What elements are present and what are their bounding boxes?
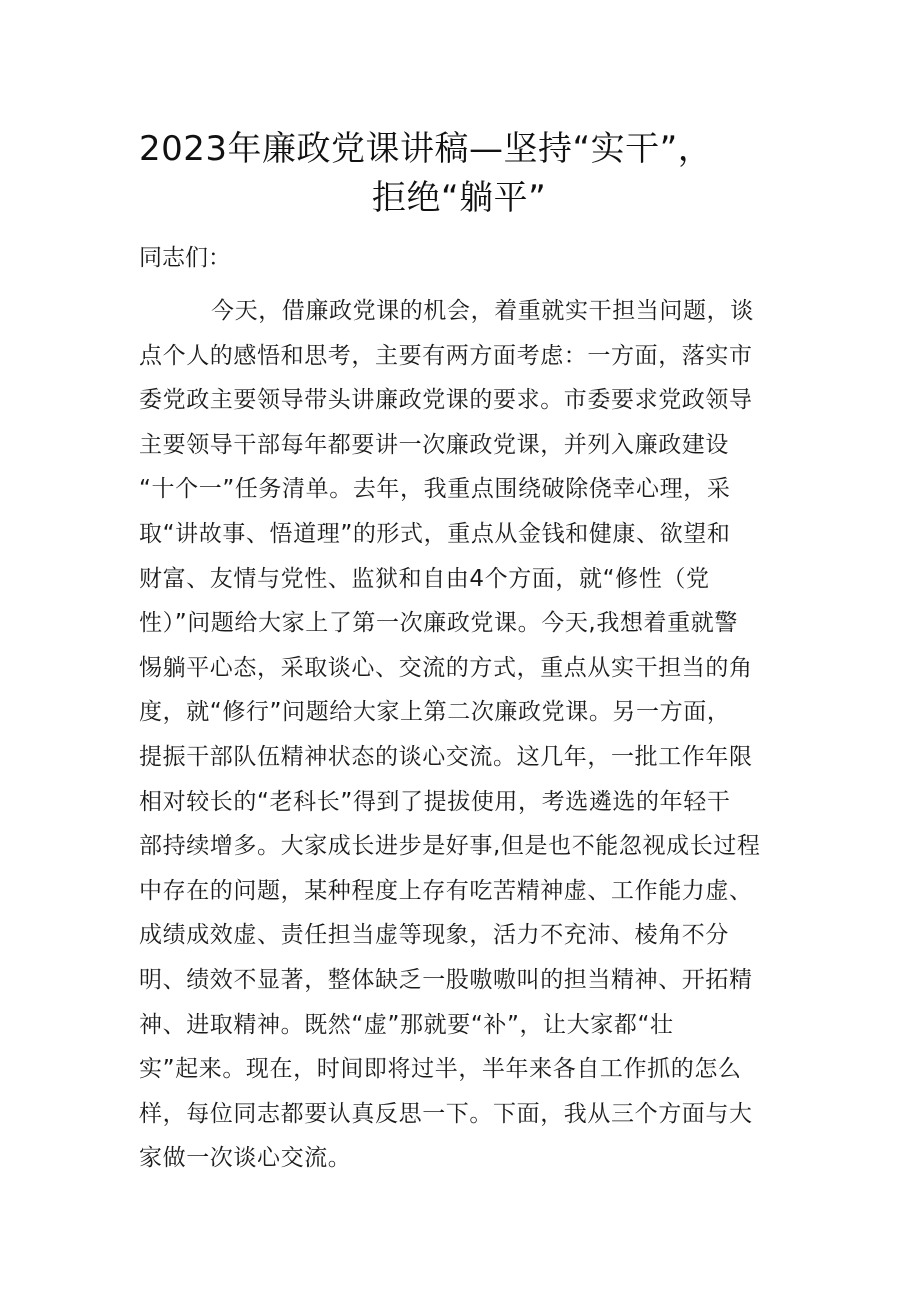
paragraph-line: 点个人的感悟和思考，主要有两方面考虑：一方面，落实市 [139,342,753,369]
paragraph-line: 样，每位同志都要认真反思一下。下面，我从三个方面与大 [139,1100,753,1127]
paragraph-line: 取“讲故事、悟道理”的形式，重点从金钱和健康、欲望和 [139,520,731,547]
paragraph-line: 财富、友情与党性、监狱和自由4个方面，就“修性（党 [139,565,710,592]
paragraph-line: 性）”问题给大家上了第一次廉政党课。今天,我想着重就警 [139,610,738,637]
paragraph-line: “十个一”任务清单。去年，我重点围绕破除侥幸心理，采 [139,476,731,503]
paragraph-line: 度，就“修行”问题给大家上第二次廉政党课。另一方面， [139,699,731,726]
paragraph-line: 今天，借廉政党课的机会，着重就实干担当问题，谈 [211,298,754,324]
paragraph-line: 成绩成效虚、责任担当虚等现象，活力不充沛、棱角不分 [139,922,729,949]
paragraph-line: 明、绩效不显著，整体缺乏一股嗷嗷叫的担当精神、开拓精 [139,966,753,993]
paragraph-line: 中存在的问题，某种程度上存有吃苦精神虚、工作能力虚、 [139,877,753,904]
paragraph-line: 委党政主要领导带头讲廉政党课的要求。市委要求党政领导 [139,387,753,414]
salutation: 同志们： [139,245,231,271]
paragraph-line: 家做一次谈心交流。 [139,1145,352,1172]
paragraph-line: 主要领导干部每年都要讲一次廉政党课，并列入廉政建设 [139,431,729,458]
paragraph-line: 实”起来。现在，时间即将过半，半年来各自工作抓的怎么 [139,1056,742,1083]
paragraph-line: 惕躺平心态，采取谈心、交流的方式，重点从实干担当的角 [139,654,753,681]
body-paragraph [139,289,799,1181]
document-title-line-1: 2023年廉政党课讲稿—坚持“实干”， [139,129,713,169]
document-title-line-2: 拒绝“躺平” [372,178,547,218]
paragraph-line: 部持续增多。大家成长进步是好事,但是也不能忽视成长过程 [139,833,761,860]
paragraph-line: 神、进取精神。既然“虚”那就要“补”，让大家都“壮 [139,1011,674,1038]
paragraph-line: 提振干部队伍精神状态的谈心交流。这几年，一批工作年限 [139,743,753,770]
paragraph-line: 相对较长的“老科长”得到了提拔使用，考选遴选的年轻干 [139,788,731,815]
